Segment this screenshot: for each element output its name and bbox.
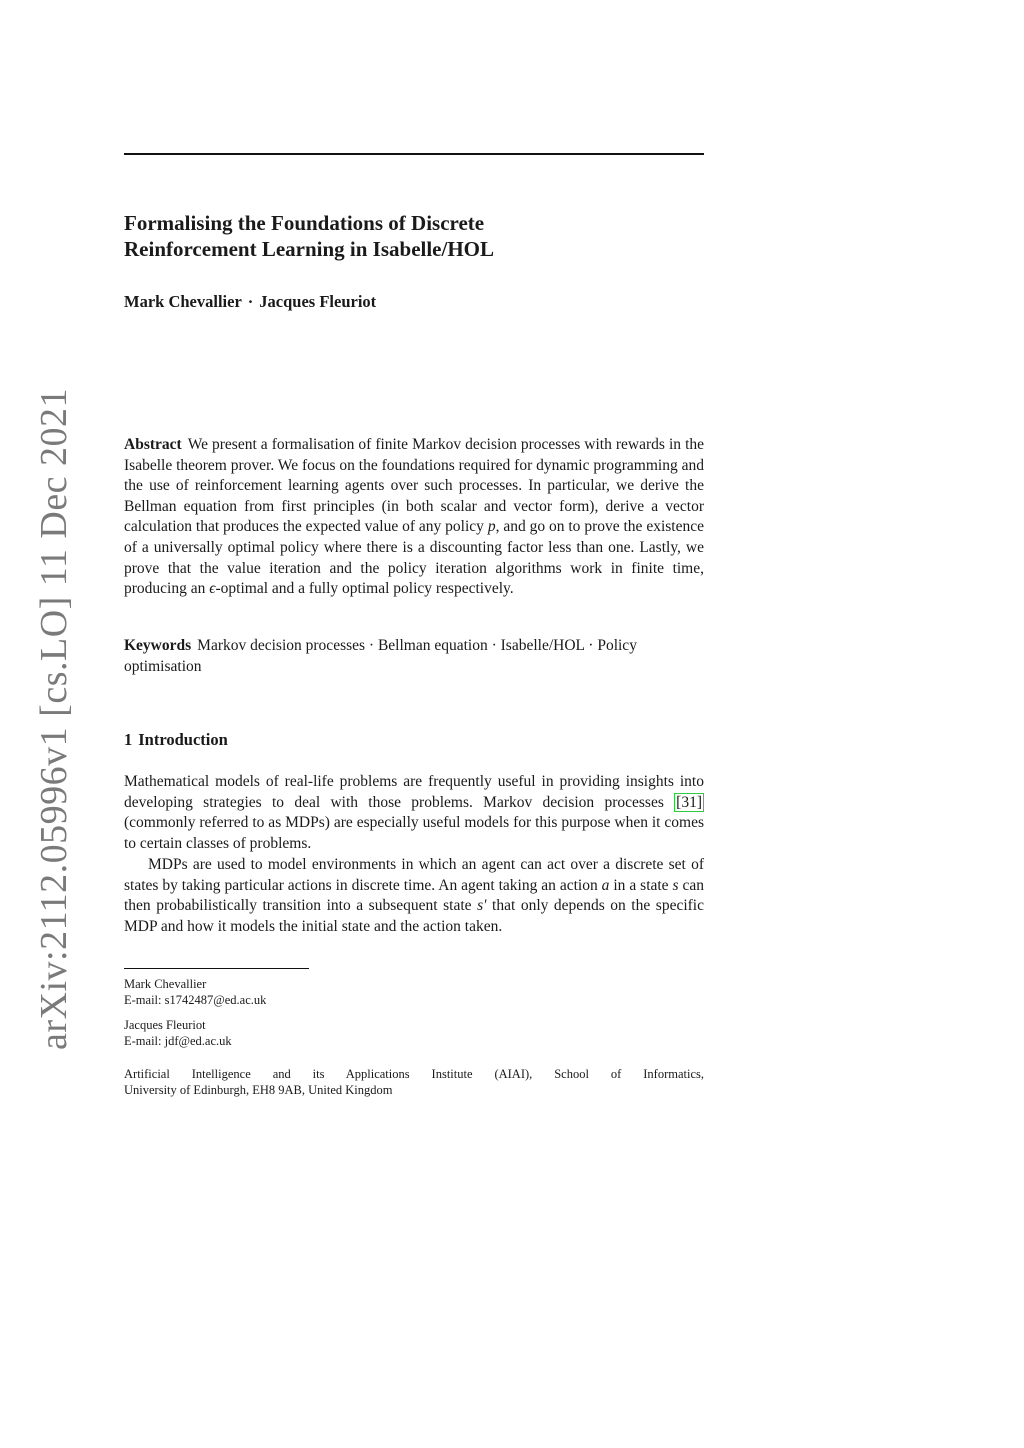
- keywords: [124, 636, 704, 677]
- paragraph-text: (commonly referred to as MDPs) are especially useful models for this purpose when it comes to certain classes of problems.: [124, 814, 704, 852]
- footnote-email: E-mail: jdf@ed.ac.uk: [124, 1034, 232, 1049]
- arxiv-identifier: arXiv:2112.05996v1 [cs.LO] 11 Dec 2021: [33, 387, 75, 1050]
- author-name: Jacques Fleuriot: [259, 292, 377, 311]
- math-var-s: s: [672, 876, 679, 894]
- title-line-1: Formalising the Foundations of Discrete: [124, 211, 485, 235]
- title-line-2: Reinforcement Learning in Isabelle/HOL: [124, 237, 495, 261]
- footnote-email: E-mail: s1742487@ed.ac.uk: [124, 993, 267, 1008]
- paragraph-text: that only depends on the specific MDP and how it models the initial state and the action taken.: [124, 897, 704, 935]
- intro-paragraph-2: [124, 855, 704, 937]
- author-name: Mark Chevallier: [124, 292, 242, 311]
- author-separator: ·: [247, 292, 254, 311]
- footnote-rule: [124, 968, 309, 969]
- abstract-text: -optimal and a fully optimal policy respectively.: [215, 580, 514, 598]
- footnote-affiliation: [124, 1066, 704, 1099]
- abstract: [124, 435, 704, 600]
- paragraph-text: can then probabilistically transition into a subsequent state: [124, 876, 704, 915]
- author-list: [124, 292, 376, 312]
- math-var-p: p: [487, 518, 496, 536]
- paper-title: [124, 210, 704, 262]
- footnote-author-name: Mark Chevallier: [124, 977, 207, 991]
- intro-paragraph-1: [124, 772, 704, 854]
- top-rule: [124, 153, 704, 155]
- citation-link[interactable]: [31]: [676, 793, 702, 811]
- keywords-label: Keywords: [124, 637, 192, 654]
- abstract-label: Abstract: [124, 436, 182, 453]
- paragraph-text: Mathematical models of real-life problems are frequently useful in providing insights into developing strategies to deal with those problems. Markov decision processes: [124, 773, 704, 811]
- math-var-s-prime: s′: [477, 897, 487, 915]
- footnote-author-2: [124, 1017, 704, 1050]
- section-title: Introduction: [138, 730, 228, 749]
- math-var-a: a: [601, 876, 610, 894]
- footnote-author-name: Jacques Fleuriot: [124, 1018, 206, 1032]
- paragraph-text: MDPs are used to model environments in which an agent can act over a discrete set of states by taking particular actions in discrete time. An agent taking an action: [124, 856, 704, 894]
- paragraph-text: in a state: [609, 876, 673, 894]
- abstract-text: , and go on to prove the existence of a universally optimal policy where there is a discounting factor less than one. Lastly, we prove that the value iteration and the policy iteration algorithms work in finite time, producing an: [124, 518, 704, 598]
- affiliation-line-1: Artificial Intelligence and its Applications Institute (AIAI), School of Informatics,: [124, 1067, 704, 1081]
- footnote-author-1: [124, 976, 704, 1009]
- math-var-epsilon: ϵ: [209, 580, 216, 598]
- abstract-text: We present a formalisation of finite Markov decision processes with rewards in the Isabelle theorem prover. We focus on the foundations required for dynamic programming and the use of reinforcement learning agents over such processes. In particular, we derive the Bellman equation from first principles (in both scalar and vector form), derive a vector calculation that produces the expected value of any policy: [124, 436, 704, 536]
- keywords-text: Markov decision processes · Bellman equation · Isabelle/HOL · Policy optimisation: [124, 637, 637, 675]
- section-heading: [124, 730, 228, 750]
- section-number: 1: [124, 730, 133, 749]
- affiliation-line-2: University of Edinburgh, EH8 9AB, United Kingdom: [124, 1083, 393, 1098]
